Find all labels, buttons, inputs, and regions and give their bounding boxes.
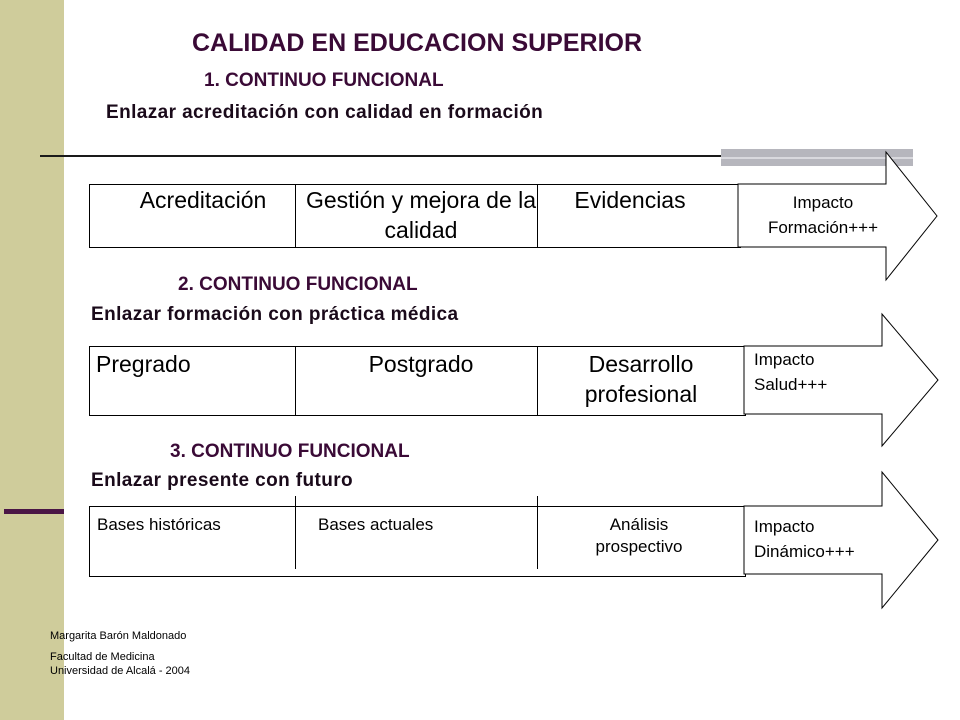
section-2-cell-postgrado: Postgrado bbox=[368, 351, 474, 377]
section-3-cell-bases-actuales: Bases actuales bbox=[318, 515, 434, 534]
section-1-cell-gestion: Gestión y mejora de la calidad bbox=[305, 187, 537, 243]
section-2-cell-pregrado: Pregrado bbox=[96, 351, 191, 377]
footer-university: Universidad de Alcalá - 2004 bbox=[50, 665, 191, 677]
section-2-heading: 2. CONTINUO FUNCIONAL bbox=[178, 274, 418, 295]
section-3-cell-analisis: Análisis prospectivo bbox=[595, 515, 683, 557]
section-1-impact-label: Impacto bbox=[792, 193, 854, 212]
side-accent-bar bbox=[4, 509, 64, 514]
section-2-cell-desarrollo: Desarrollo profesional bbox=[584, 351, 698, 407]
footer-faculty: Facultad de Medicina bbox=[50, 651, 155, 663]
section-1-divider-2 bbox=[537, 184, 538, 248]
section-3-impact-label: Impacto bbox=[754, 517, 815, 536]
section-3-heading: 3. CONTINUO FUNCIONAL bbox=[170, 441, 410, 462]
section-2-impact-label: Impacto bbox=[754, 350, 815, 369]
footer-author: Margarita Barón Maldonado bbox=[50, 630, 187, 642]
section-2-divider-2 bbox=[537, 346, 538, 416]
section-3-subtitle: Enlazar presente con futuro bbox=[91, 470, 354, 491]
section-1-subtitle: Enlazar acreditación con calidad en formación bbox=[106, 102, 544, 123]
section-1-impact-value: Formación+++ bbox=[767, 217, 879, 237]
page-title: CALIDAD EN EDUCACION SUPERIOR bbox=[192, 29, 643, 57]
section-3-divider-1 bbox=[295, 496, 296, 569]
section-1-cell-acreditacion: Acreditación bbox=[139, 187, 267, 213]
section-1-cell-evidencias: Evidencias bbox=[574, 187, 686, 213]
section-1-impact bbox=[748, 191, 898, 240]
side-decor-band bbox=[0, 0, 64, 720]
section-2-impact bbox=[754, 348, 827, 397]
section-2-subtitle: Enlazar formación con práctica médica bbox=[91, 304, 459, 325]
section-2-divider-1 bbox=[295, 346, 296, 416]
section-3-impact-value: Dinámico+++ bbox=[754, 541, 855, 561]
section-3-cell-bases-historicas: Bases históricas bbox=[97, 515, 221, 534]
section-2-impact-value: Salud+++ bbox=[754, 374, 828, 394]
section-3-impact bbox=[754, 515, 855, 564]
section-1-heading: 1. CONTINUO FUNCIONAL bbox=[204, 70, 444, 91]
section-3-divider-2 bbox=[537, 496, 538, 569]
